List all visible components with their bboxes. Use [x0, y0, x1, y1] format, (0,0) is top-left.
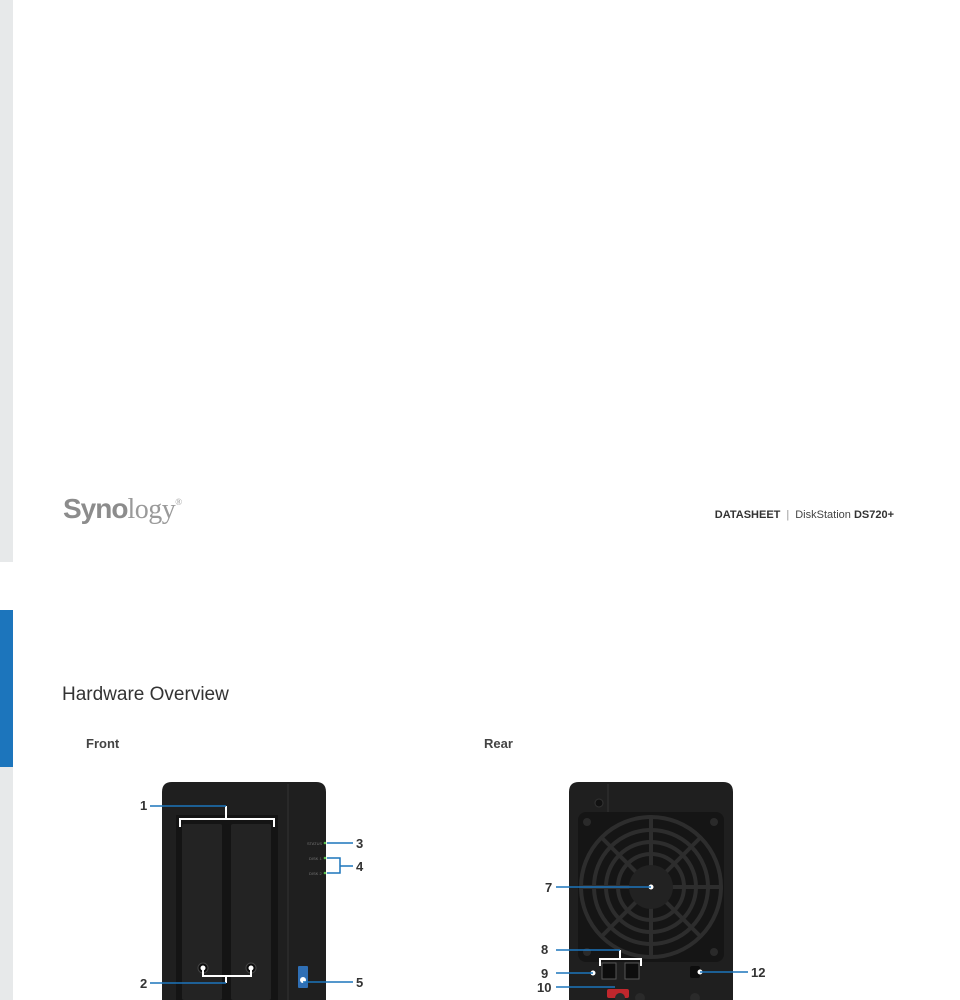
- callout-7: 7: [545, 880, 553, 895]
- lan-port-2-icon: [625, 963, 639, 979]
- doc-type: DATASHEET: [714, 509, 781, 521]
- callout-8: 8: [541, 942, 549, 957]
- callout-10: 10: [537, 980, 552, 995]
- callout-9: 9: [541, 966, 549, 981]
- product-model: DS720+: [853, 509, 894, 521]
- front-title: Front: [86, 736, 120, 751]
- callout-1: 1: [140, 798, 148, 813]
- product-prefix: DiskStation: [795, 509, 851, 521]
- indicator-disk1-label: DISK 1: [309, 856, 322, 861]
- synology-logo: Synology®: [63, 493, 182, 525]
- callout-2: 2: [140, 976, 148, 991]
- callout-3: 3: [356, 836, 364, 851]
- lan-port-1-icon: [602, 963, 616, 979]
- callout-12: 12: [751, 965, 766, 980]
- indicator-disk2-label: DISK 2: [309, 871, 322, 876]
- rear-title: Rear: [484, 736, 513, 751]
- callout-4: 4: [356, 859, 364, 874]
- indicator-status-label: STATUS: [307, 841, 323, 846]
- callout-5: 5: [356, 975, 364, 990]
- doc-separator: |: [786, 509, 790, 521]
- front-device: [162, 782, 326, 1000]
- section-title: Hardware Overview: [62, 684, 229, 705]
- rear-device: [569, 782, 733, 1000]
